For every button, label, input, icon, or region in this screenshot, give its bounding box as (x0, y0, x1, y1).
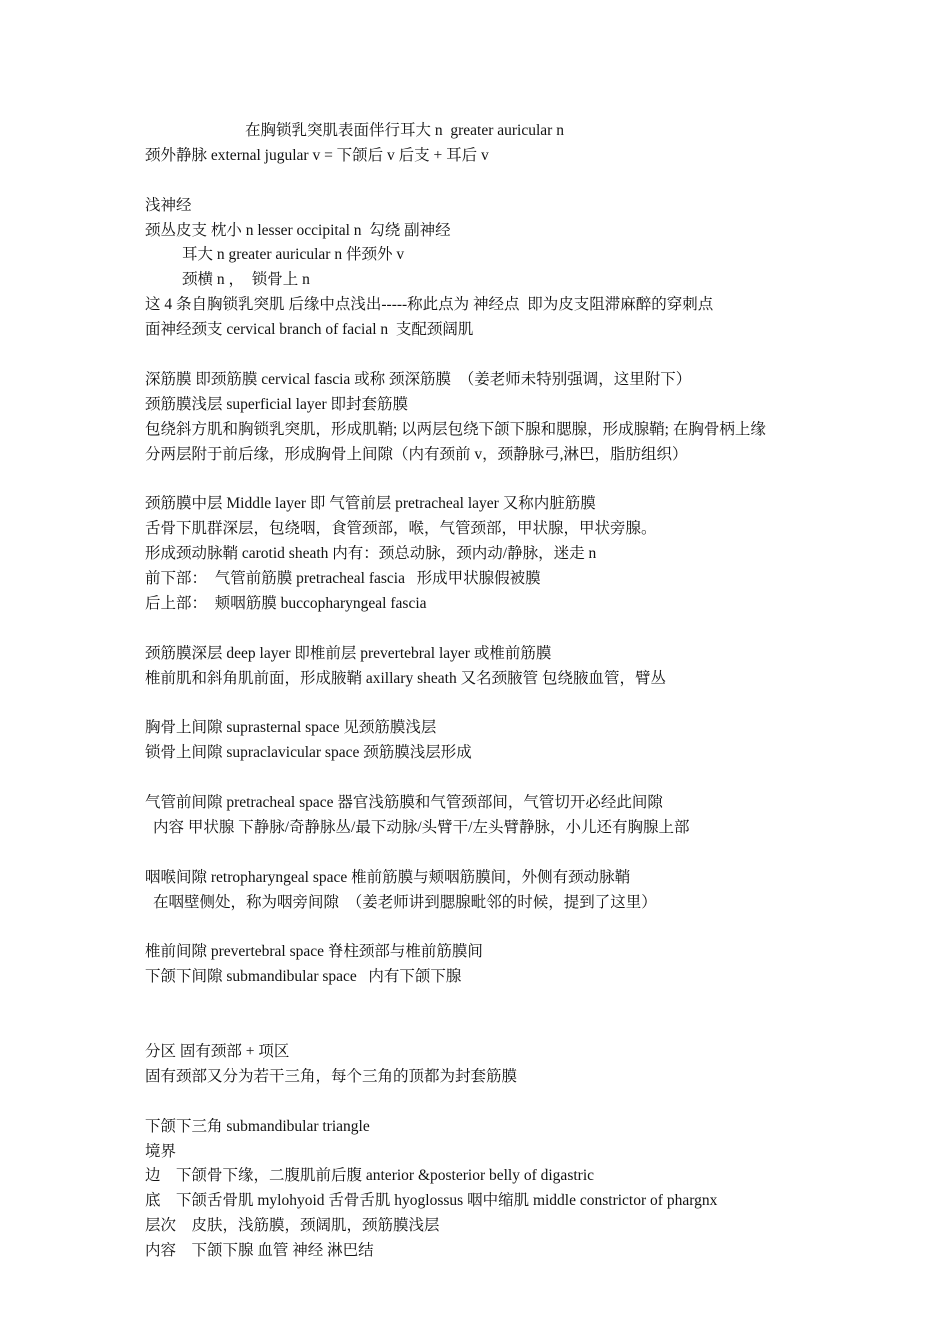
text-line: 前下部： 气管前筋膜 pretracheal fascia 形成甲状腺假被膜 (145, 570, 541, 588)
section-heading: 深筋膜 即颈筋膜 cervical fascia 或称 颈深筋膜 （姜老师未特别强调，这里附下） (145, 370, 692, 388)
blank-line (145, 169, 935, 194)
text-line: 胸骨上间隙 suprasternal space 见颈筋膜浅层 (145, 719, 437, 737)
blank-line (145, 617, 935, 642)
blank-line (145, 467, 935, 492)
blank-line (145, 1090, 935, 1115)
text-line: 在咽壁侧处，称为咽旁间隙 （姜老师讲到腮腺毗邻的时候，提到了这里） (153, 893, 657, 911)
text-line: 这 4 条自胸锁乳突肌 后缘中点浅出-----称此点为 神经点 即为皮支阻滞麻醉的穿刺点 (145, 296, 714, 314)
section-heading: 浅神经 (145, 196, 192, 214)
section-heading: 分区 固有颈部 + 项区 (145, 1042, 290, 1060)
text-line: 包绕斜方肌和胸锁乳突肌，形成肌鞘; 以两层包绕下颌下腺和腮腺，形成腺鞘; 在胸骨柄上缘 (145, 420, 766, 438)
blank-line (145, 766, 935, 791)
text-line: 颈外静脉 external jugular v = 下颌后 v 后支 + 耳后 v (145, 146, 489, 164)
text-line: 椎前间隙 prevertebral space 脊柱颈部与椎前筋膜间 (145, 943, 483, 961)
text-line: 形成颈动脉鞘 carotid sheath 内有：颈总动脉，颈内动/静脉，迷走 n (145, 545, 597, 563)
text-line: 底 下颌舌骨肌 mylohyoid 舌骨舌肌 hyoglossus 咽中缩肌 middle constrictor of phargnx (145, 1192, 718, 1210)
text-line: 固有颈部又分为若干三角，每个三角的顶都为封套筋膜 (145, 1067, 518, 1085)
text-line: 分两层附于前后缘，形成胸骨上间隙（内有颈前 v，颈静脉弓,淋巴，脂肪组织） (145, 445, 688, 463)
text-line: 锁骨上间隙 supraclavicular space 颈筋膜浅层形成 (145, 744, 472, 762)
text-line: 咽喉间隙 retropharyngeal space 椎前筋膜与颊咽筋膜间，外侧有颈动脉鞘 (145, 868, 631, 886)
text-line: 在胸锁乳突肌表面伴行耳大 n greater auricular n (245, 122, 564, 139)
text-line: 颈筋膜浅层 superficial layer 即封套筋膜 (145, 395, 409, 413)
text-line: 境界 (145, 1142, 177, 1160)
blank-line (145, 916, 935, 941)
blank-line (145, 990, 935, 1040)
blank-line (145, 691, 935, 716)
text-line: 后上部： 颊咽筋膜 buccopharyngeal fascia (145, 594, 427, 612)
blank-line (145, 841, 935, 866)
section-heading: 颈筋膜中层 Middle layer 即 气管前层 pretracheal layer 又称内脏筋膜 (145, 495, 596, 513)
text-line: 边 下颌骨下缘，二腹肌前后腹 anterior &posterior belly of digastric (145, 1167, 595, 1185)
text-line: 舌骨下肌群深层，包绕咽，食管颈部，喉，气管颈部，甲状腺，甲状旁腺。 (145, 520, 657, 538)
text-line: 颈横 n ， 锁骨上 n (182, 271, 310, 289)
text-line: 颈丛皮支 枕小 n lesser occipital n 勾绕 副神经 (145, 221, 451, 239)
text-line: 气管前间隙 pretracheal space 器官浅筋膜和气管颈部间，气管切开必经此间隙 (145, 794, 663, 812)
text-line: 内容 甲状腺 下静脉/奇静脉丛/最下动脉/头臂干/左头臂静脉，小儿还有胸腺上部 (153, 818, 690, 836)
text-line: 椎前肌和斜角肌前面，形成腋鞘 axillary sheath 又名颈腋管 包绕腋血管，臂丛 (145, 669, 666, 687)
text-line: 下颌下间隙 submandibular space 内有下颌下腺 (145, 968, 462, 986)
text-line: 耳大 n greater auricular n 伴颈外 v (182, 246, 405, 264)
section-heading: 下颌下三角 submandibular triangle (145, 1117, 370, 1135)
text-line: 内容 下颌下腺 血管 神经 淋巴结 (145, 1242, 374, 1260)
text-line: 层次 皮肤，浅筋膜，颈阔肌，颈筋膜浅层 (145, 1217, 440, 1235)
text-line: 面神经颈支 cervical branch of facial n 支配颈阔肌 (145, 321, 474, 339)
document-body (145, 119, 935, 1264)
section-heading: 颈筋膜深层 deep layer 即椎前层 prevertebral layer 或椎前筋膜 (145, 644, 552, 662)
blank-line (145, 343, 935, 368)
